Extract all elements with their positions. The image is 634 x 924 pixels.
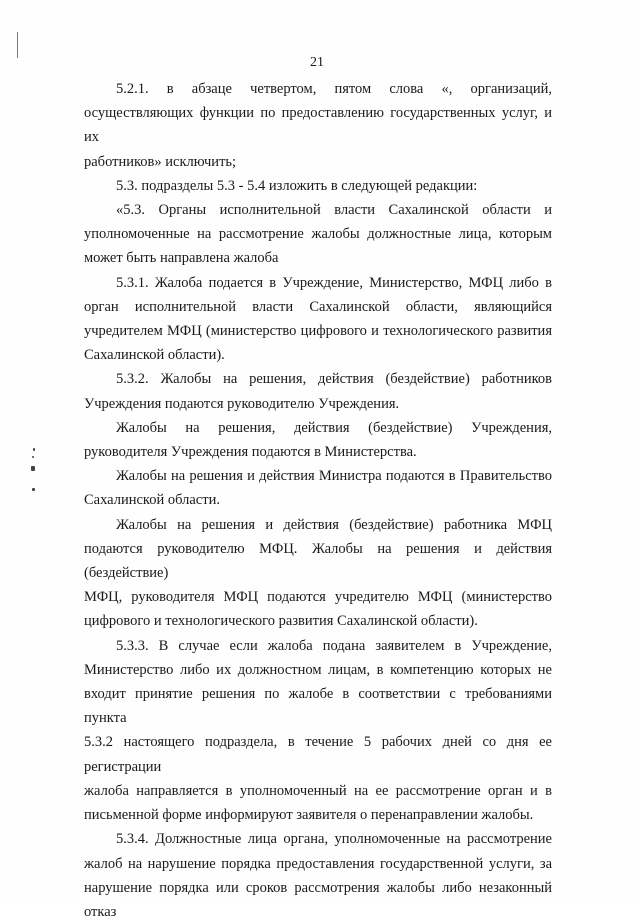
- text-line: Жалобы на решения, действия (бездействие) Учреждения,: [116, 419, 552, 436]
- text-line: 5.3.2. Жалобы на решения, действия (бездействие) работников: [116, 371, 552, 388]
- text-line: 5.3. подразделы 5.3 - 5.4 изложить в следующей редакции:: [116, 177, 478, 194]
- text-line: нарушение порядка или сроков рассмотрения жалобы либо незаконный отказ: [84, 879, 552, 920]
- text-line: может быть направлена жалоба: [84, 250, 279, 267]
- text-line: 5.3.1. Жалоба подается в Учреждение, Министерство, МФЦ либо в: [116, 274, 552, 291]
- text-line: Сахалинской области).: [84, 347, 225, 364]
- text-line: Министерство либо их должностном лицам, в компетенцию которых не: [84, 661, 552, 678]
- text-line: осуществляющих функции по предоставлению государственных услуг, и их: [84, 105, 552, 146]
- text-line: работников» исключить;: [84, 153, 237, 170]
- text-line: Сахалинской области.: [84, 492, 220, 509]
- text-line: Жалобы на решения и действия Министра подаются в Правительство: [116, 468, 552, 485]
- text-line: руководителя Учреждения подаются в Министерства.: [84, 444, 417, 461]
- text-line: жалоба направляется в уполномоченный на ее рассмотрение орган и в: [84, 782, 552, 799]
- text-line: МФЦ, руководителя МФЦ подаются учредителю МФЦ (министерство: [84, 589, 552, 606]
- text-line: подаются руководителю МФЦ. Жалобы на решения и действия (бездействие): [84, 540, 552, 582]
- text-line: «5.3. Органы исполнительной власти Сахалинской области и: [116, 202, 552, 219]
- body-text: [84, 77, 552, 924]
- text-line: уполномоченные на рассмотрение жалобы должностные лица, которым: [84, 226, 552, 243]
- text-line: входит принятие решения по жалобе в соответствии с требованиями пункта: [84, 686, 552, 727]
- text-line: жалоб на нарушение порядка предоставления государственной услуги, за: [84, 855, 552, 872]
- text-line: 5.3.4. Должностные лица органа, уполномоченные на рассмотрение: [116, 831, 552, 848]
- page-number: 21: [310, 55, 324, 70]
- text-line: 5.3.3. В случае если жалоба подана заявителем в Учреждение,: [116, 637, 552, 654]
- text-line: орган исполнительной власти Сахалинской области, являющийся: [84, 298, 552, 315]
- text-line: цифрового и технологического развития Сахалинской области).: [84, 613, 478, 630]
- text-line: 5.3.2 настоящего подраздела, в течение 5 рабочих дней со дня ее регистрации: [84, 734, 552, 775]
- text-line: учредителем МФЦ (министерство цифрового и технологического развития: [84, 323, 552, 340]
- text-line: Жалобы на решения и действия (бездействие) работника МФЦ: [116, 516, 552, 533]
- text-line: Учреждения подаются руководителю Учреждения.: [84, 395, 400, 412]
- scan-specks: [31, 448, 39, 498]
- text-line: 5.2.1. в абзаце четвертом, пятом слова «, организаций,: [116, 81, 552, 97]
- text-line: письменной форме информируют заявителя о перенаправлении жалобы.: [84, 807, 534, 824]
